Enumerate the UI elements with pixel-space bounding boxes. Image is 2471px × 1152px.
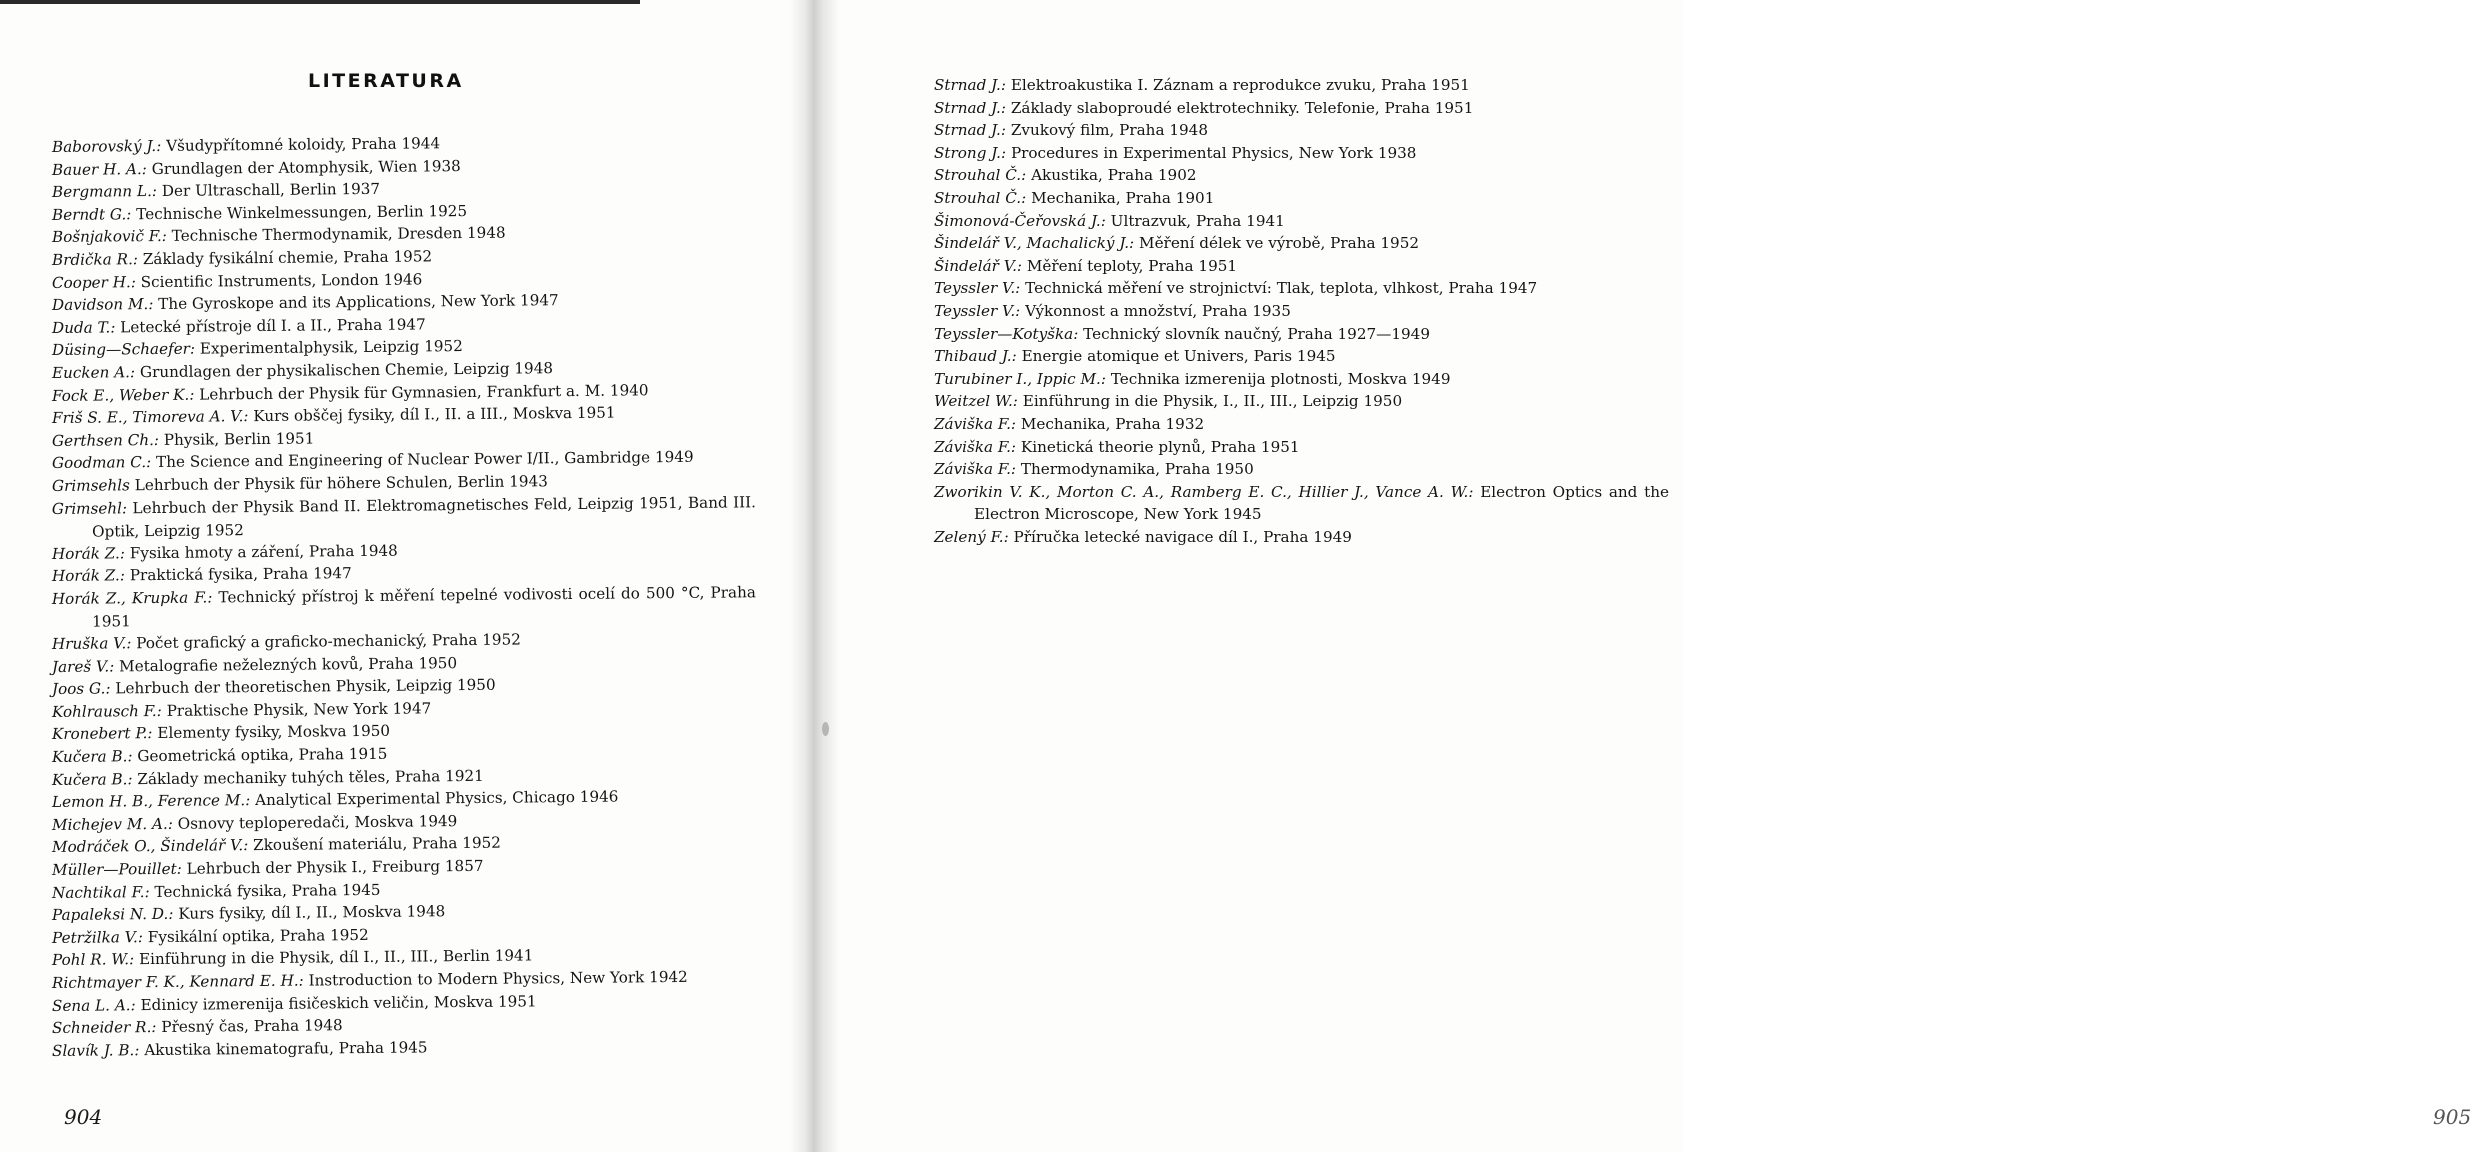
entry-title: Lehrbuch der Physik für höhere Schulen, Berlin 1943: [134, 472, 548, 495]
entry-author: Strouhal Č.:: [934, 166, 1027, 185]
book-gutter: [790, 0, 840, 1152]
entry-author: Duda T.:: [51, 318, 116, 337]
entry-author: Eucken A.:: [51, 363, 136, 382]
entry-author: Šimonová-Čeřovská J.:: [934, 211, 1106, 230]
entry-title: Instroduction to Modern Physics, New York 1942: [308, 967, 688, 990]
entry-title: Osnovy teploperedači, Moskva 1949: [177, 811, 458, 833]
entry-title: Mechanika, Praha 1901: [1031, 188, 1215, 207]
entry-title: Lehrbuch der Physik I., Freiburg 1857: [186, 856, 484, 878]
entry-title: Akustika, Praha 1902: [1031, 166, 1197, 185]
entry-author: Slavík J. B.:: [51, 1040, 140, 1060]
entry-title: Měření teploty, Praha 1951: [1026, 256, 1238, 275]
entry-title: Technický přístroj k měření tepelné vodivosti ocelí do 500 °C, Praha 1951: [92, 583, 756, 631]
bibliography-list-right: [934, 74, 1669, 548]
bibliography-entry: [934, 97, 1669, 120]
entry-author: Zelený F.:: [934, 527, 1009, 546]
page-heading: LITERATURA: [308, 70, 464, 92]
entry-title: Zkoušení materiálu, Praha 1952: [253, 834, 502, 855]
entry-author: Teyssler V.:: [934, 279, 1021, 298]
entry-author: Záviška F.:: [934, 414, 1017, 433]
entry-author: Kohlrausch F.:: [51, 701, 162, 721]
entry-title: Physik, Berlin 1951: [163, 429, 315, 449]
entry-title: Praktická fysika, Praha 1947: [129, 564, 352, 585]
entry-title: Počet grafický a graficko-mechanický, Praha 1952: [136, 630, 521, 653]
entry-author: Düsing—Schaefer:: [51, 339, 196, 360]
bibliography-entry: [934, 119, 1669, 142]
entry-author: Kučera B.:: [51, 769, 133, 789]
bibliography-entry: [934, 526, 1669, 549]
entry-author: Müller—Pouillet:: [51, 859, 182, 879]
entry-title: Výkonnost a množství, Praha 1935: [1025, 301, 1291, 320]
entry-title: Akustika kinematografu, Praha 1945: [144, 1038, 428, 1059]
entry-title: Einführung in die Physik, I., II., III., Leipzig 1950: [1022, 392, 1403, 411]
entry-title: Technische Winkelmessungen, Berlin 1925: [136, 201, 468, 223]
entry-author: Teyssler—Kotyška:: [934, 324, 1079, 343]
entry-title: Der Ultraschall, Berlin 1937: [161, 180, 381, 201]
entry-author: Zworikin V. K., Morton C. A., Ramberg E. C., Hillier J., Vance A. W.:: [934, 482, 1474, 501]
entry-author: Joos G.:: [51, 679, 111, 699]
entry-author: Thibaud J.:: [934, 347, 1017, 366]
entry-author: Richtmayer F. K., Kennard E. H.:: [51, 971, 304, 992]
entry-author: Brdička R.:: [51, 250, 139, 269]
bibliography-entry: [934, 142, 1669, 165]
entry-author: Lemon H. B., Ference M.:: [51, 791, 251, 812]
entry-author: Baborovský J.:: [51, 136, 162, 156]
bibliography-entry: [934, 413, 1669, 436]
entry-author: Sena L. A.:: [51, 995, 136, 1015]
bibliography-entry: [934, 481, 1669, 526]
entry-author: Strouhal Č.:: [934, 188, 1027, 207]
entry-title: Mechanika, Praha 1932: [1020, 414, 1205, 433]
entry-title: Kinetická theorie plynů, Praha 1951: [1020, 437, 1300, 456]
entry-author: Šindelář V.:: [934, 256, 1023, 275]
entry-author: Bošnjakovič F.:: [51, 227, 167, 247]
entry-title: Grundlagen der Atomphysik, Wien 1938: [151, 156, 461, 178]
entry-author: Davidson M.:: [51, 295, 154, 315]
entry-title: Měření délek ve výrobě, Praha 1952: [1139, 234, 1420, 253]
entry-author: Horák Z.:: [51, 566, 126, 586]
entry-author: Nachtikal F.:: [51, 882, 150, 902]
entry-author: Horák Z.:: [51, 543, 126, 563]
entry-author: Záviška F.:: [934, 460, 1017, 479]
entry-title: Základy mechaniky tuhých těles, Praha 1921: [137, 766, 484, 788]
entry-title: Lehrbuch der theoretischen Physik, Leipzig 1950: [115, 675, 496, 698]
entry-title: Technická měření ve strojnictví: Tlak, teplota, vlhkost, Praha 1947: [1025, 279, 1538, 298]
bibliography-entry: [934, 436, 1669, 459]
entry-title: Příručka letecké navigace díl I., Praha 1949: [1013, 527, 1352, 546]
entry-title: Metalografie neželezných kovů, Praha 1950: [119, 653, 458, 676]
entry-title: The Science and Engineering of Nuclear Power I/II., Gambridge 1949: [155, 448, 694, 472]
entry-title: Ultrazvuk, Praha 1941: [1110, 211, 1285, 230]
entry-author: Strnad J.:: [934, 76, 1007, 94]
entry-title: Základy slaboproudé elektrotechniky. Telefonie, Praha 1951: [1010, 98, 1474, 117]
entry-title: Technische Thermodynamik, Dresden 1948: [171, 224, 506, 246]
entry-title: Experimentalphysik, Leipzig 1952: [199, 337, 463, 358]
bibliography-entry: [934, 368, 1669, 391]
entry-author: Fock E., Weber K.:: [51, 385, 195, 405]
bibliography-entry: [934, 210, 1669, 233]
entry-title: Geometrická optika, Praha 1915: [137, 744, 388, 766]
bibliography-entry: [934, 232, 1669, 255]
entry-author: Modráček O., Šindelář V.:: [51, 836, 249, 857]
bibliography-entry: [934, 187, 1669, 210]
right-page: [840, 0, 2471, 1152]
entry-title: The Gyroskope and its Applications, New York 1947: [158, 291, 559, 314]
entry-author: Bauer H. A.:: [51, 159, 147, 179]
entry-title: Technická fysika, Praha 1945: [154, 880, 381, 901]
bibliography-entry: [934, 345, 1669, 368]
entry-author: Kronebert P.:: [51, 724, 153, 744]
entry-title: Einführung in die Physik, díl I., II., III., Berlin 1941: [138, 946, 534, 969]
entry-title: Procedures in Experimental Physics, New York 1938: [1010, 143, 1417, 162]
entry-author: Šindelář V., Machalický J.:: [934, 234, 1135, 253]
binding-mark: [822, 722, 829, 736]
bibliography-entry: [934, 390, 1669, 413]
entry-title: Praktische Physik, New York 1947: [166, 699, 432, 720]
entry-author: Grimsehls: [51, 476, 130, 495]
bibliography-entry: [934, 300, 1669, 323]
entry-author: Horák Z., Krupka F.:: [51, 588, 213, 608]
entry-author: Strnad J.:: [934, 121, 1007, 140]
left-page: [0, 0, 790, 1152]
entry-title: Zvukový film, Praha 1948: [1010, 121, 1208, 140]
entry-title: Letecké přístroje díl I. a II., Praha 1947: [120, 315, 426, 337]
entry-title: Electron Optics and the Electron Microscope, New York 1945: [974, 482, 1670, 524]
entry-title: Fysikální optika, Praha 1952: [147, 925, 369, 946]
entry-author: Pohl R. W.:: [51, 950, 135, 970]
entry-author: Goodman C.:: [51, 453, 152, 473]
entry-author: Kučera B.:: [51, 747, 133, 767]
page-number-left: 904: [64, 1105, 103, 1129]
entry-author: Bergmann L.:: [51, 182, 158, 202]
bibliography-entry: [52, 491, 756, 543]
entry-title: Lehrbuch der Physik für Gymnasien, Frankfurt a. M. 1940: [199, 380, 649, 404]
bibliography-entry: [934, 164, 1669, 187]
entry-author: Cooper H.:: [51, 272, 136, 292]
entry-title: Elementy fysiky, Moskva 1950: [157, 722, 391, 743]
entry-title: Thermodynamika, Praha 1950: [1020, 460, 1254, 479]
entry-author: Hruška V.:: [51, 634, 132, 654]
entry-title: Analytical Experimental Physics, Chicago 1946: [255, 787, 619, 810]
entry-title: Elektroakustika I. Záznam a reprodukce zvuku, Praha 1951: [1010, 76, 1470, 94]
bibliography-entry: [934, 255, 1669, 278]
entry-title: Kurs obščej fysiky, díl I., II. a III., Moskva 1951: [253, 403, 616, 426]
entry-author: Schneider R.:: [51, 1018, 157, 1038]
entry-author: Berndt G.:: [51, 205, 132, 224]
entry-title: Edinicy izmerenija fisičeskich veličin, Moskva 1951: [140, 991, 537, 1014]
entry-title: Scientific Instruments, London 1946: [140, 270, 423, 291]
entry-title: Technický slovník naučný, Praha 1927—1949: [1083, 324, 1431, 343]
entry-author: Jareš V.:: [51, 657, 115, 676]
entry-title: Všudypřítomné koloidy, Praha 1944: [166, 134, 441, 155]
entry-title: Přesný čas, Praha 1948: [161, 1016, 343, 1037]
entry-title: Energie atomique et Univers, Paris 1945: [1021, 347, 1336, 366]
entry-title: Kurs fysiky, díl I., II., Moskva 1948: [178, 902, 446, 923]
bibliography-entry: [934, 458, 1669, 481]
entry-author: Gerthsen Ch.:: [51, 430, 160, 450]
entry-author: Grimsehl:: [51, 498, 128, 518]
entry-title: Grundlagen der physikalischen Chemie, Leipzig 1948: [139, 359, 554, 382]
bibliography-entry: [934, 323, 1669, 346]
entry-author: Petržilka V.:: [51, 927, 144, 947]
entry-author: Strong J.:: [934, 143, 1007, 162]
entry-author: Turubiner I., Ippic M.:: [934, 369, 1107, 388]
entry-author: Strnad J.:: [934, 98, 1007, 117]
entry-title: Základy fysikální chemie, Praha 1952: [142, 247, 433, 269]
bibliography-entry: [934, 277, 1669, 300]
entry-title: Fysika hmoty a záření, Praha 1948: [129, 541, 398, 562]
bibliography-entry: [52, 581, 756, 633]
bibliography-list-left: [52, 136, 756, 1062]
entry-title: Lehrbuch der Physik Band II. Elektromagnetisches Feld, Leipzig 1951, Band III. Optik, Leipzig 1952: [92, 492, 756, 540]
page-number-right: 905: [2433, 1105, 2471, 1129]
entry-author: Michejev M. A.:: [51, 814, 173, 834]
entry-author: Papaleksi N. D.:: [51, 905, 174, 925]
entry-author: Friš S. E., Timoreva A. V.:: [51, 407, 249, 428]
entry-author: Teyssler V.:: [934, 301, 1021, 320]
entry-author: Záviška F.:: [934, 437, 1017, 456]
bibliography-entry: [934, 74, 1669, 97]
entry-title: Technika izmerenija plotnosti, Moskva 1949: [1110, 369, 1451, 388]
entry-author: Weitzel W.:: [934, 392, 1018, 411]
